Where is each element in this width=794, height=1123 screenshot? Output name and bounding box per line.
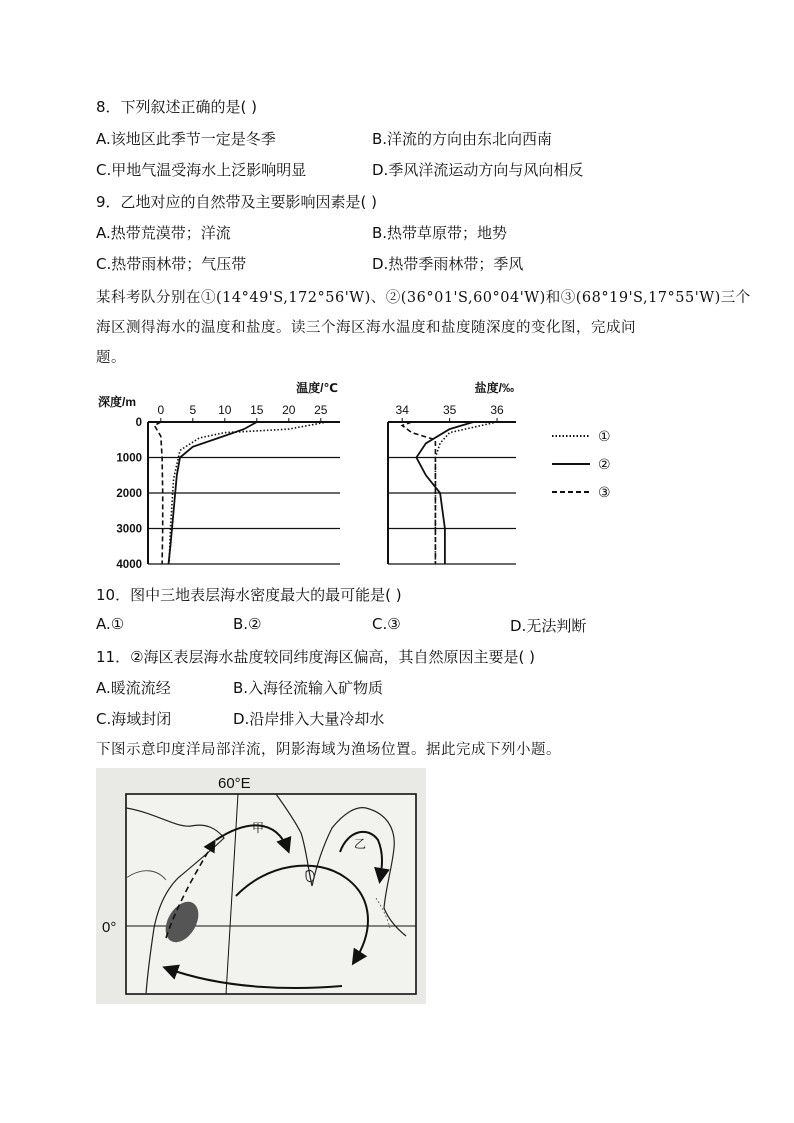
q8-option-c[interactable]: C.甲地气温受海水上泛影响明显 [96,161,307,179]
meridian-label: 60°E [218,775,251,792]
temp-y-tick-label: 0 [135,417,142,429]
label-yi: 乙 [354,837,367,851]
temp-x-tick-label: 10 [218,403,232,417]
intro-1-line-2: 海区测得海水的温度和盐度。读三个海区海水温度和盐度随深度的变化图，完成问 [96,320,636,336]
intro-2: 下图示意印度洋局部洋流，阴影海域为渔场位置。据此完成下列小题。 [96,742,561,758]
q9-stem: 9．乙地对应的自然带及主要影响因素是( ) [96,193,378,211]
q8-stem: 8．下列叙述正确的是( ) [96,98,258,116]
q10-option-d[interactable]: D.无法判断 [510,617,587,635]
intro-1-line-1: 某科考队分别在①(14°49'S,172°56'W)、②(36°01'S,60°04'W)和③(68°19'S,17°55'W)三个 [96,290,751,306]
temperature-salinity-figure [96,378,656,574]
legend-label-3: ③ [598,484,611,500]
temp-x-tick-label: 15 [250,403,264,417]
q10-option-a[interactable]: A.① [96,615,125,633]
temp-y-tick-label: 2000 [116,488,142,500]
q10-option-b[interactable]: B.② [233,615,262,633]
q10-option-c[interactable]: C.③ [372,615,401,633]
salinity-x-tick-label: 34 [395,403,409,417]
salinity-x-tick-label: 36 [490,403,504,417]
temp-x-tick-label: 20 [282,403,296,417]
temp-y-axis-label: 深度/m [98,395,137,409]
intro-1-line-3: 题。 [96,350,126,366]
q9-option-c[interactable]: C.热带雨林带；气压带 [96,255,247,273]
legend-label-1: ① [598,428,611,444]
q11-option-c[interactable]: C.海域封闭 [96,710,172,728]
q11-stem: 11．②海区表层海水盐度较同纬度海区偏高，其自然原因主要是( ) [96,648,536,666]
q11-option-d[interactable]: D.沿岸排入大量冷却水 [233,710,385,728]
q11-option-b[interactable]: B.入海径流输入矿物质 [233,679,384,697]
q9-option-b[interactable]: B.热带草原带；地势 [372,224,508,242]
q8-option-a[interactable]: A.该地区此季节一定是冬季 [96,130,276,148]
temp-x-axis-label: 温度/℃ [296,381,338,395]
map-drawing [96,768,426,1004]
temp-x-tick-label: 0 [157,403,165,417]
q10-stem: 10．图中三地表层海水密度最大的最可能是( ) [96,586,402,604]
q8-option-d[interactable]: D.季风洋流运动方向与风向相反 [372,161,584,179]
label-jia: 甲 [252,821,265,835]
q11-option-a[interactable]: A.暖流流经 [96,679,171,697]
temp-x-tick-label: 25 [314,403,328,417]
q9-option-d[interactable]: D.热带季雨林带；季风 [372,255,524,273]
temp-y-tick-label: 4000 [116,559,142,571]
indian-ocean-current-map [96,768,426,1004]
q9-option-a[interactable]: A.热带荒漠带；洋流 [96,224,231,242]
map-frame [126,794,416,994]
equator-label: 0° [102,919,117,936]
depth-profile-charts [96,378,656,574]
temp-y-tick-label: 1000 [116,452,142,465]
legend-label-2: ② [598,456,611,472]
salinity-x-axis-label: 盐度/‰ [474,381,514,395]
temp-x-tick-label: 5 [189,403,197,417]
temp-y-tick-label: 3000 [116,523,142,536]
q8-option-b[interactable]: B.洋流的方向由东北向西南 [372,130,553,148]
salinity-x-tick-label: 35 [442,403,457,417]
